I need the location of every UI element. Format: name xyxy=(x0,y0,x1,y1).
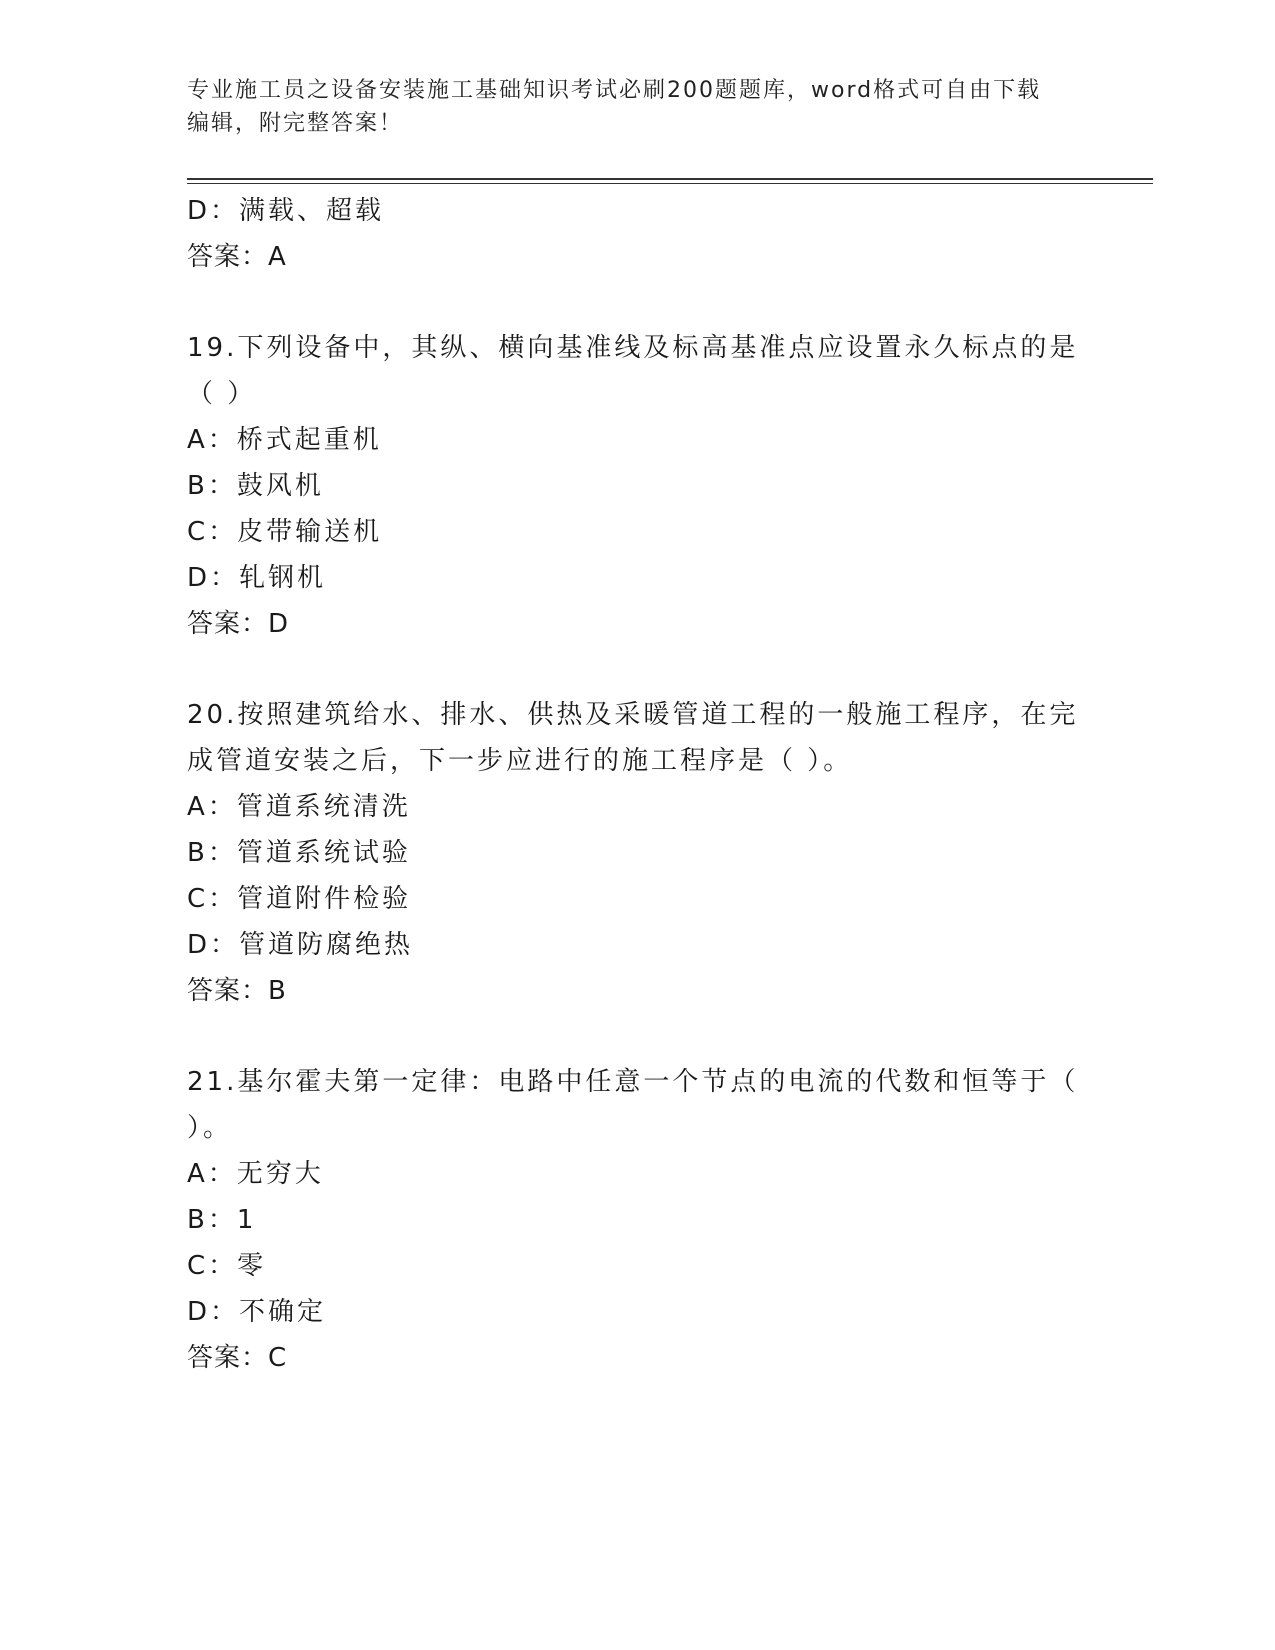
question-20 xyxy=(187,692,1087,1014)
answer: 答案：B xyxy=(187,976,287,1006)
option-a: A：桥式起重机 xyxy=(187,425,382,455)
prev-option-d: D：满载、超载 xyxy=(187,196,385,226)
document-header xyxy=(187,74,1087,140)
option-d: D：轧钢机 xyxy=(187,563,327,593)
spacer xyxy=(187,280,1087,325)
option-b: B：1 xyxy=(187,1205,257,1235)
question-21 xyxy=(187,1059,1087,1381)
option-c: C：管道附件检验 xyxy=(187,884,412,914)
option-d: D：不确定 xyxy=(187,1297,327,1327)
question-text-line: 成管道安装之后，下一步应进行的施工程序是（ ）。 xyxy=(187,746,853,776)
question-text-line: ）。 xyxy=(187,1113,233,1143)
header-line-1: 专业施工员之设备安装施工基础知识考试必刷200题题库，word格式可自由下载 xyxy=(187,78,1042,103)
spacer xyxy=(187,647,1087,692)
question-text-line: 21.基尔霍夫第一定律：电路中任意一个节点的电流的代数和恒等于（ xyxy=(187,1067,1079,1097)
option-c: C：皮带输送机 xyxy=(187,517,383,547)
question-19 xyxy=(187,325,1087,647)
option-d: D：管道防腐绝热 xyxy=(187,930,414,960)
option-c: C：零 xyxy=(187,1251,267,1281)
question-text-line: 19.下列设备中，其纵、横向基准线及标高基准点应设置永久标点的是 xyxy=(187,333,1079,363)
answer: 答案：D xyxy=(187,609,290,639)
header-line-2: 编辑，附完整答案！ xyxy=(187,111,404,136)
answer: 答案：C xyxy=(187,1343,288,1373)
header-rule-thick xyxy=(187,178,1153,180)
spacer xyxy=(187,1014,1087,1059)
option-b: B：管道系统试验 xyxy=(187,838,411,868)
option-a: A：管道系统清洗 xyxy=(187,792,411,822)
question-content xyxy=(187,188,1087,1381)
option-a: A：无穷大 xyxy=(187,1159,324,1189)
header-rule-thin xyxy=(187,183,1153,184)
question-text-line: （ ） xyxy=(187,379,257,409)
question-text-line: 20.按照建筑给水、排水、供热及采暖管道工程的一般施工程序，在完 xyxy=(187,700,1079,730)
option-b: B：鼓风机 xyxy=(187,471,324,501)
prev-answer: 答案：A xyxy=(187,242,287,272)
